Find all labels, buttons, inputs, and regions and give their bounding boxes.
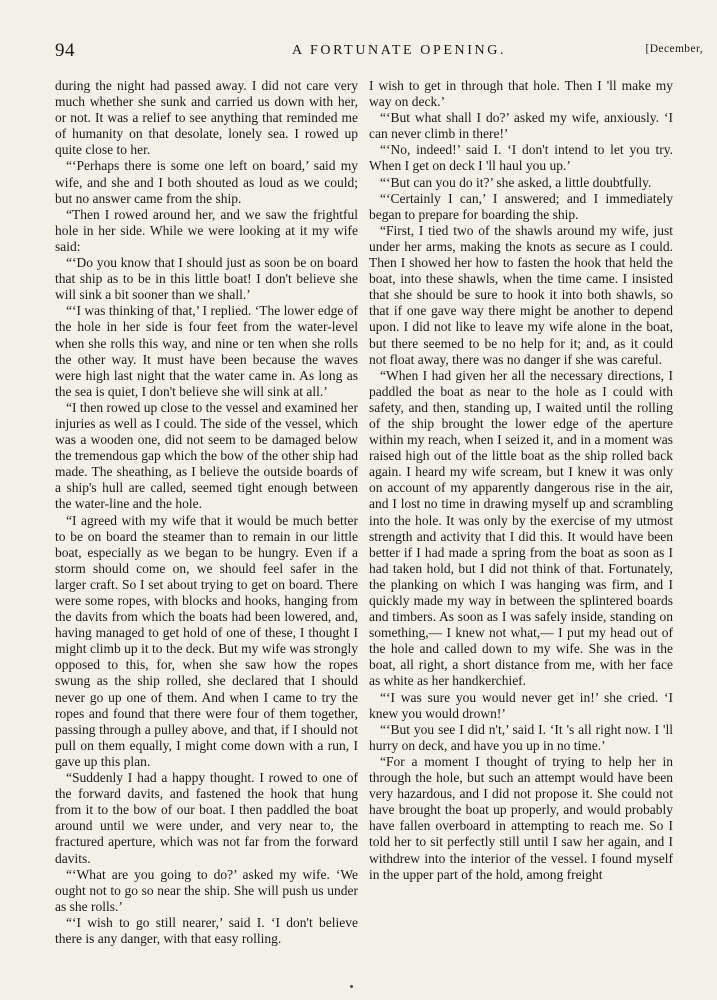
paragraph: “‘Certainly I can,’ I answered; and I immediately began to prepare for boarding the ship. [369, 190, 673, 222]
paragraph: “‘But what shall I do?’ asked my wife, anxiously. ‘I can never climb in there!’ [369, 110, 673, 142]
paragraph: “‘Do you know that I should just as soon be on board that ship as to be in this little boat! I don't believe she will sink a bit sooner than we shall.’ [55, 255, 358, 303]
right-column [369, 78, 673, 883]
paragraph: “‘But you see I did n't,’ said I. ‘It 's all right now. I 'll hurry on deck, and have you up in no time.’ [369, 721, 673, 753]
running-header [55, 40, 703, 62]
paragraph: “‘I was sure you would never get in!’ she cried. ‘I knew you would drown!’ [369, 689, 673, 721]
section-label: [December, [645, 43, 703, 55]
paragraph: “‘No, indeed!’ said I. ‘I don't intend to let you try. When I get on deck I 'll haul you up.’ [369, 142, 673, 174]
paragraph: I wish to get in through that hole. Then I 'll make my way on deck.’ [369, 78, 673, 110]
paragraph: “‘But can you do it?’ she asked, a little doubtfully. [380, 174, 652, 190]
footer-mark [350, 985, 353, 988]
paragraph: “‘I was thinking of that,’ I replied. ‘The lower edge of the hole in her side is four feet from the water-level when she rolls this way, and nine or ten when she rolls the other way. It must have been because the waves were high last night that the water came in. As long as the sea is quiet, I don't believe she will sink at all.’ [55, 303, 358, 399]
paragraph: “I agreed with my wife that it would be much better to be on board the steamer than to remain in our little boat, especially as we began to be hungry. Even if a storm should come on, we should feel safer in the larger craft. So I set about trying to get on board. There were some ropes, with blocks and hooks, hanging from the davits from which the boats had been lowered, and, having managed to get hold of one of these, I thought I might climb up it to the deck. But my wife was strongly opposed to this, for, when she saw how the ropes swung as the ship rolled, she declared that I should never go up one of them. And when I came to try the ropes and found that there were four of them together, passing through a pulley above, and that, if I should not pull on them equally, I might come down with a run, I gave up this plan. [55, 512, 358, 769]
paragraph: “First, I tied two of the shawls around my wife, just under her arms, making the knots as secure as I could. Then I showed her how to fasten the hook that held the boat, into these shawls, when the time came. I insisted that she should be sure to hook it into both shawls, so that if one gave way there might be another to depend upon. I did not like to leave my wife alone in the boat, but there seemed to be no help for it; and, as it could not float away, there was no danger if she was careful. [369, 222, 673, 367]
paragraph: “Suddenly I had a happy thought. I rowed to one of the forward davits, and fastened the hook that hung from it to the bow of our boat. I then paddled the boat around until we were under, and very near to, the fractured aperture, which was not far from the forward davits. [55, 770, 358, 866]
paragraph: “Then I rowed around her, and we saw the frightful hole in her side. While we were looking at it my wife said: [55, 206, 358, 254]
paragraph: “For a moment I thought of trying to help her in through the hole, but such an attempt would have been very hazardous, and I did not propose it. She could not have brought the boat up properly, and would probably have fallen overboard in attempting to reach me. So I told her to sit perfectly still until I saw her again, and I withdrew into the interior of the vessel. I found myself in the upper part of the hold, among freight [369, 753, 673, 882]
paragraph: during the night had passed away. I did not care very much whether she sunk and carried us down with her, or not. It was a relief to see anything that reminded me of humanity on that desolate, lonely sea. I rowed up quite close to her. [55, 78, 358, 158]
paragraph: “‘I wish to go still nearer,’ said I. ‘I don't believe there is any danger, with that easy rolling. [55, 914, 358, 946]
paragraph: “‘Perhaps there is some one left on board,’ said my wife, and she and I both shouted as loud as we could; but no answer came from the ship. [55, 158, 358, 206]
paragraph: “When I had given her all the necessary directions, I paddled the boat as near to the hole as I could with safety, and then, standing up, I waited until the rolling of the ship brought the lower edge of the aperture within my reach, when I seized it, and in a moment was raised high out of the little boat as the ship rolled back again. I heard my wife scream, but I knew it was only on account of my apparently dangerous rise in the air, and I lost no time in drawing myself up and scrambling into the hole. It was only by the exercise of my utmost strength and activity that I did this. It would have been better if I had made a spring from the boat as soon as I had taken hold, but I did not think of that. Fortunately, the planking on which I was hanging was firm, and I quickly made my way in between the splintered boards and timbers. As soon as I was safely inside, standing on something,— I knew not what,— I put my head out of the hole and called down to my wife. She was in the boat, all right, a short distance from me, with her face as white as her handkerchief. [369, 367, 673, 689]
running-title: A FORTUNATE OPENING. [291, 43, 507, 58]
page-number: 94 [55, 40, 75, 61]
paragraph: “I then rowed up close to the vessel and examined her injuries as well as I could. The side of the vessel, which was a wooden one, did not seem to be damaged below the tremendous gap which the bow of the other ship had made. The sheathing, as I believe the outside boards of a ship's hull are called, seemed tight enough between the water-line and the hole. [55, 399, 358, 512]
paragraph: “‘What are you going to do?’ asked my wife. ‘We ought not to go so near the ship. She will push us under as she rolls.’ [55, 866, 358, 914]
left-column [55, 78, 358, 947]
